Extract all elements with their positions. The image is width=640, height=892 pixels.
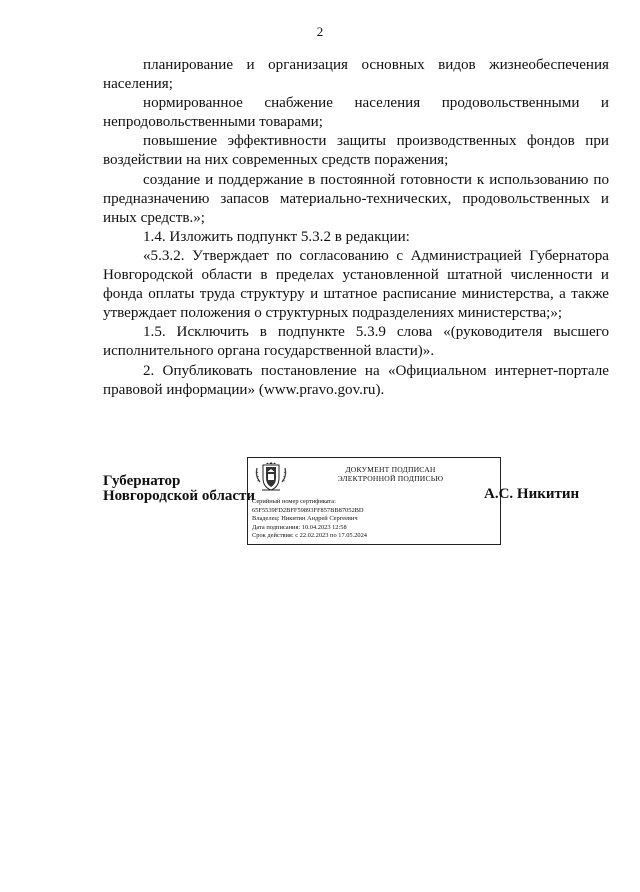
paragraph: 2. Опубликовать постановление на «Официальном интернет-портале правовой информации» (www.pravo.gov.ru). xyxy=(103,362,609,398)
electronic-signature-stamp xyxy=(247,457,501,545)
stamp-serial-label: Серийный номер сертификата: xyxy=(252,498,336,505)
stamp-serial: 65F5539FD2BFF59893FF857BB87052BD xyxy=(252,506,364,514)
paragraph: 1.5. Исключить в подпункте 5.3.9 слова «(руководителя высшего исполнительного органа государственной власти)». xyxy=(103,324,609,360)
signer-position-line2: Новгородской области xyxy=(103,488,256,504)
signer-position-line1: Губернатор xyxy=(103,473,181,489)
page-number: 2 xyxy=(316,24,324,39)
paragraph: 1.4. Изложить подпункт 5.3.2 в редакции: xyxy=(143,228,410,245)
stamp-validity: Срок действия: с 22.02.2023 по 17.05.2024 xyxy=(252,532,368,540)
stamp-owner: Владелец: Никитин Андрей Сергеевич xyxy=(252,515,358,523)
coat-of-arms-icon xyxy=(254,462,288,492)
stamp-title xyxy=(298,465,483,483)
signer-name: А.С. Никитин xyxy=(484,486,580,502)
paragraph: планирование и организация основных видов жизнеобеспечения населения; xyxy=(103,57,609,93)
signature-block xyxy=(0,465,640,550)
stamp-details xyxy=(252,498,496,541)
stamp-title-line1: ДОКУМЕНТ ПОДПИСАН xyxy=(345,465,436,474)
paragraph: повышение эффективности защиты производственных фондов при воздействии на них современных средств поражения; xyxy=(103,133,609,169)
stamp-signed-date: Дата подписания: 10.04.2023 12:58 xyxy=(252,523,347,531)
paragraph: «5.3.2. Утверждает по согласованию с Администрацией Губернатора Новгородской области в пределах установленной штатной численности и фонда оплаты труда структуру и штатное расписание министерства, а также утверждает положения о структурных подразделениях министерства;»; xyxy=(103,247,609,322)
document-body xyxy=(103,56,609,400)
signer-position xyxy=(103,474,255,504)
stamp-title-line2: ЭЛЕКТРОННОЙ ПОДПИСЬЮ xyxy=(337,474,444,483)
paragraph: создание и поддержание в постоянной готовности к использованию по предназначению запасов материально-технических, продовольственных и иных средств.»; xyxy=(103,171,609,226)
paragraph: нормированное снабжение населения продовольственными и непродовольственными товарами; xyxy=(103,95,609,131)
